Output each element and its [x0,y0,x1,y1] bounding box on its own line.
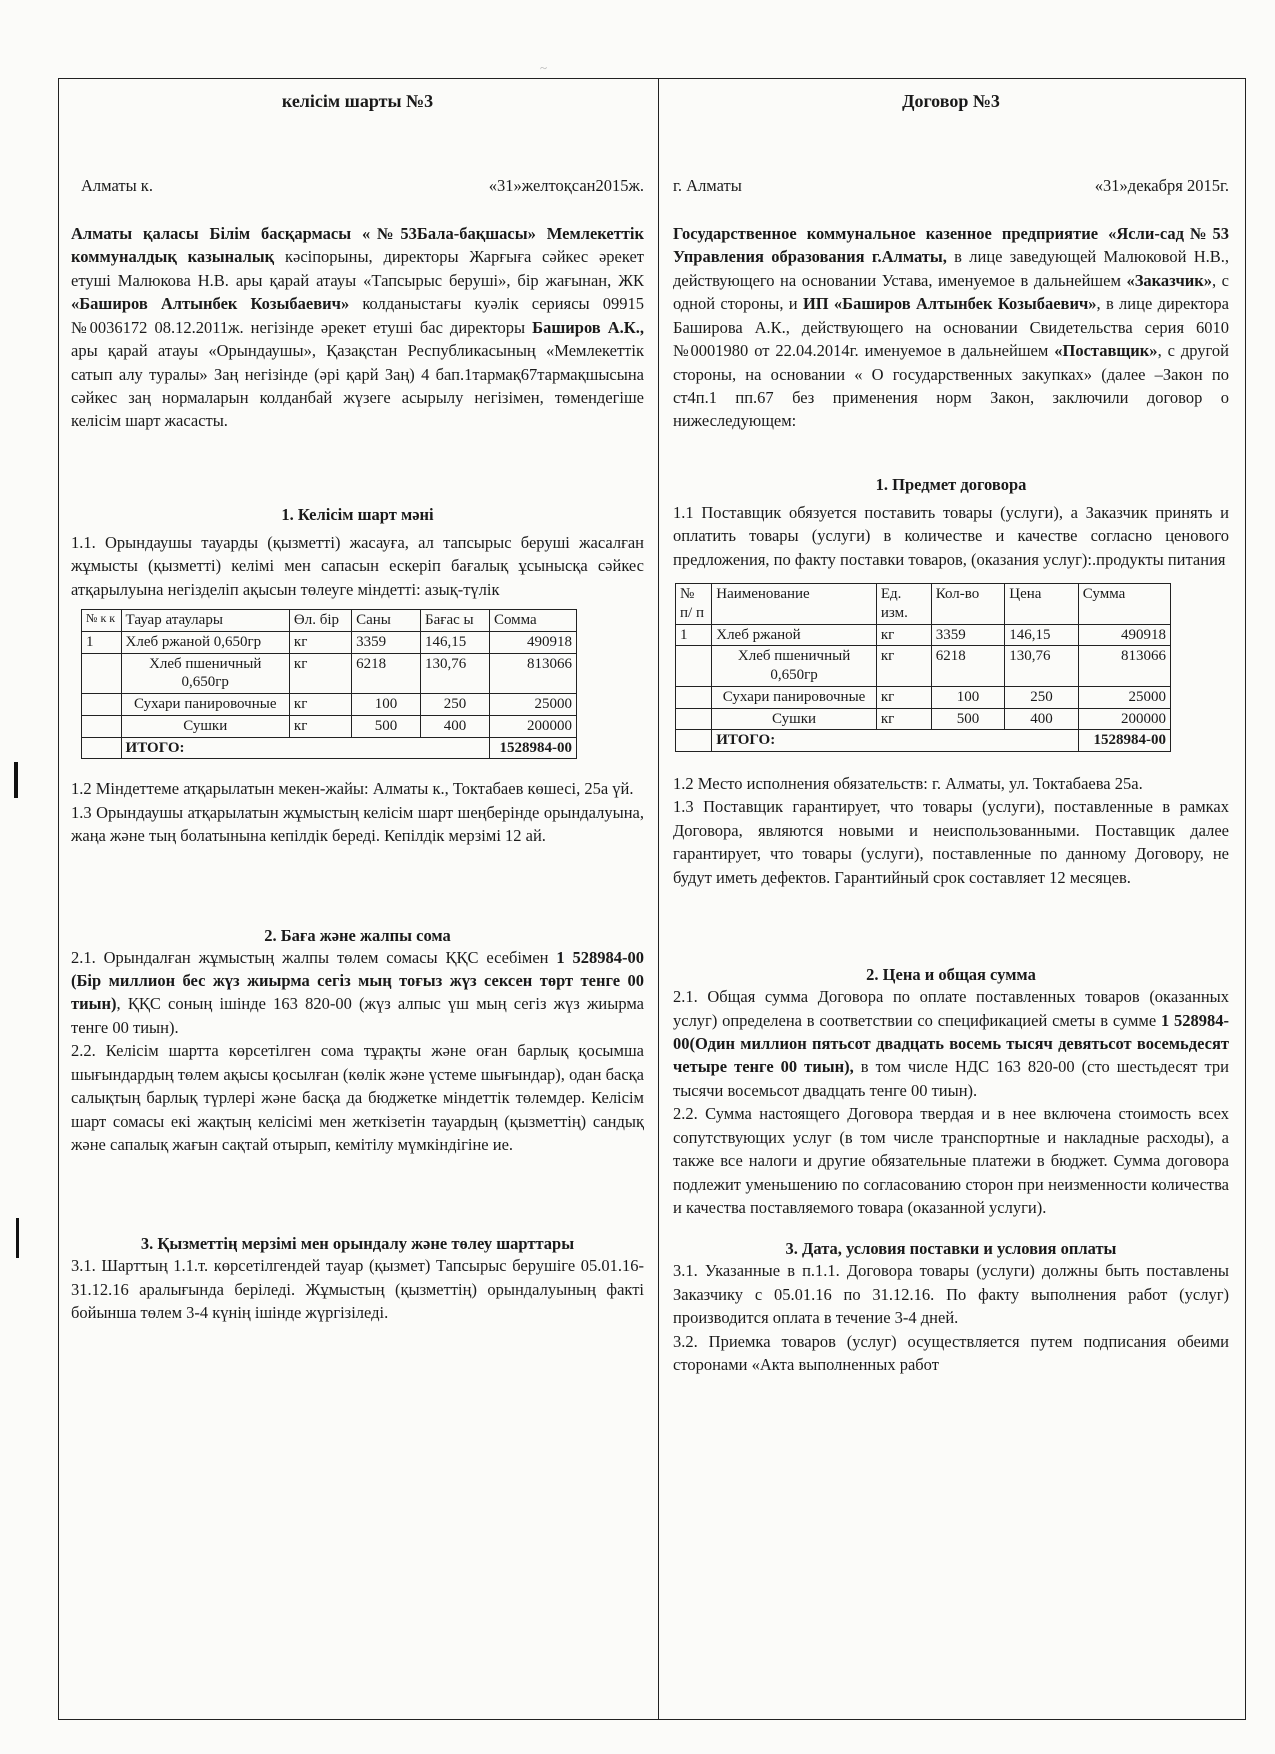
table-row [82,694,577,716]
table-cell: 500 [352,715,421,737]
table-header-cell: Бағас ы [421,610,490,632]
table-cell: Хлеб ржаной 0,650гр [121,631,289,653]
table-cell: Хлеб пшеничный 0,650гр [712,646,877,687]
right-sec1-heading: 1. Предмет договора [875,474,1027,494]
table-cell: 250 [1005,686,1079,708]
table-cell: 100 [352,694,421,716]
table-cell: 3359 [931,624,1005,646]
right-preamble-customer: «Заказчик» [1126,270,1213,290]
table-total-label: ИТОГО: [121,737,489,759]
table-cell: 250 [421,694,490,716]
left-title: келісім шарты №3 [281,91,434,111]
right-preamble-text: , с другой стороны, на основании « О государственных закупках» (далее –Закон по ст4п.1 пп.67 без применения норм Закон, заключили договор о нижеследующем: [673,341,1229,431]
table-cell: Сушки [121,715,289,737]
left-sec2-text: 2.1. Орындалған жұмыстың жалпы төлем сомасы ҚҚС есебімен [71,947,557,967]
table-cell: 490918 [489,631,576,653]
table-total-value: 1528984-00 [489,737,576,759]
table-cell: Сухари панировочные [712,686,877,708]
table-header-cell: Өл. бір [289,610,351,632]
table-total-label: ИТОГО: [712,730,1079,752]
table-cell: 25000 [489,694,576,716]
table-header-cell: Сомма [489,610,576,632]
right-spec-table [675,583,1171,752]
table-header-cell: Саны [352,610,421,632]
table-header-row [82,610,577,632]
left-sec2-text: , ҚҚС соның ішінде 163 820-00 (жүз алпыс үш мың сегіз жүз жиырма тенге 00 тиын). [71,994,644,1037]
table-cell: 490918 [1078,624,1170,646]
table-header-cell: Наименование [712,584,877,625]
right-sec3-heading: 3. Дата, условия поставки и условия оплаты [785,1239,1117,1259]
left-sec3-p1: 3.1. Шарттың 1.1.т. көрсетілгендей тауар (қызмет) Тапсырыс берушіге 05.01.16-31.12.16 аралығында беріледі. Жұмыстың (қызметтің) орындалуының факті бойынша төлем 3-4 күнің ішінде жүргізіледі. [71,1256,644,1323]
table-cell: 400 [1005,708,1079,730]
left-preamble-party2: «Баширов Алтынбек Козыбаевич» [71,294,350,314]
table-cell: 813066 [489,653,576,694]
right-title: Договор №3 [902,91,1000,111]
table-header-cell: Ед. изм. [876,584,931,625]
left-preamble-text: кәсіпорыны, директоры Жарғыға сәйкес әрекет етуші Малюкова Н.В. ары қарай атауы «Тапсырыс беруші», бір жағынан, ЖК [71,247,645,290]
table-total-row [676,730,1171,752]
right-sec2-p1 [673,985,1229,1102]
table-total-value: 1528984-00 [1078,730,1170,752]
right-city: г. Алматы [673,176,742,195]
right-sec1-p2: 1.2 Место исполнения обязательств: г. Алматы, ул. Токтабаева 25а. [673,774,1143,794]
right-sec2-heading: 2. Цена и общая сумма [866,965,1036,985]
show-through-text: ~ [540,60,548,75]
table-cell: 1 [82,631,122,653]
table-cell: 6218 [352,653,421,694]
table-header-cell: Тауар атаулары [121,610,289,632]
left-sec2-amount: 1 528984-00 (Бір миллион бес жүз жиырма сегіз мың тоғыз жүз сексен төрт тенге 00 тиын) [71,947,645,1014]
table-total-row [82,737,577,759]
table-cell: 25000 [1078,686,1170,708]
kazakh-column [59,79,659,1719]
table-cell: 6218 [931,646,1005,687]
right-sec2-amount: 1 528984-00(Один миллион пятьсот двадцать восемь тысяч девятьсот восемьдесят четыре тенге 00 тиын), [673,1010,1229,1077]
table-cell [82,694,122,716]
left-preamble-party1: Алматы қаласы Білім басқармасы «№53Бала-бақшасы» Мемлекеттік коммуналдық казыналық [71,224,644,267]
left-sec1-p3: 1.3 Орындаушы атқарылатын жұмыстың келісім шарт шеңберінде орындалуына, жаңа және тың болатынына кепілдік береді. Кепілдік мерзімі 12 ай. [71,802,644,846]
left-sec1-p2: 1.2 Міндеттеме атқарылатын мекен-жайы: Алматы к., Токтабаев көшесі, 25а үй. [71,779,634,799]
table-row [82,631,577,653]
table-cell [82,715,122,737]
table-cell: кг [876,708,931,730]
table-row [676,708,1171,730]
table-header-cell: Сумма [1078,584,1170,625]
table-cell: Хлеб пшеничный 0,650гр [121,653,289,694]
table-header-cell: № к к [82,610,122,632]
right-preamble-text: в лице заведующей Малюковой Н.В., действующего на основании Устава, именуемое в дальнейшем [673,247,1230,290]
right-preamble-party2: ИП «Баширов Алтынбек Козыбаевич» [802,294,1097,314]
table-header-cell: № п/ п [676,584,712,625]
table-cell: 146,15 [1005,624,1079,646]
table-header-cell: Цена [1005,584,1079,625]
left-sec2-p2: 2.2. Келісім шартта көрсетілген сома тұрақты және оған барлық қосымша шығындардың төлем ақысы қосылған (көлік және үстеме шығындар), одан басқа салықтың барлық түрлері және басқа да бюджетке міндеттік төлемдер. Келісім шарт сомасы екі жақтың келісімі мен жеткізетін тауардың (қызметтің) сандық және сапалық жағын сақтай отырып, кемітілу мүмкіндігіне ие. [71,1041,644,1154]
right-preamble-party1: Государственное коммунальное казенное предприятие «Ясли-сад№53 Управления образования г.Алматы, [673,224,1229,267]
table-cell: Сушки [712,708,877,730]
table-cell [676,708,712,730]
left-preamble [71,222,644,433]
scan-mark [16,1218,19,1258]
table-row [82,715,577,737]
right-preamble-text: , с одной стороны, и [673,270,1230,314]
table-cell: кг [289,715,351,737]
table-cell: 130,76 [421,653,490,694]
right-sec2-text: 2.1. Общая сумма Договора по оплате поставленных товаров (оказанных услуг) определена в соответствии со спецификацией сметы в сумме [673,987,1229,1030]
table-cell: 200000 [489,715,576,737]
table-cell: кг [876,646,931,687]
table-row [676,686,1171,708]
contract-page [58,78,1246,1720]
table-row [82,653,577,694]
right-preamble-text: , в лице директора Баширова А.К., действующего на основании Свидетельства серия 6010 №0001980 от 22.04.2014г. именуемое в дальнейшем [673,294,1229,361]
table-row [676,624,1171,646]
table-cell: кг [289,631,351,653]
table-cell: 130,76 [1005,646,1079,687]
right-place-date [673,176,1229,196]
table-header-row [676,584,1171,625]
left-preamble-text: колданыстағы куәлік сериясы 09915 №0036172 08.12.2011ж. негізінде әрекет етуші бас директоры [71,294,644,337]
table-cell: кг [876,624,931,646]
table-header-cell: Кол-во [931,584,1005,625]
table-cell: 813066 [1078,646,1170,687]
table-cell: Хлеб ржаной [712,624,877,646]
right-sec1-p1: 1.1 Поставщик обязуется поставить товары (услуги), а Заказчик принять и оплатить товары (услуги) в количестве и качестве согласно ценового предложения, по факту поставки товаров, (оказания услуг):.продукты питания [673,502,1229,569]
scan-mark [14,762,18,798]
table-cell: 100 [931,686,1005,708]
right-sec2-text: в том числе НДС 163 820-00 (сто шестьдесят три тысячи восемьсот двадцать тенге 00 тиын). [673,1057,1229,1100]
left-sec2-p1 [71,946,644,1040]
table-cell: кг [876,686,931,708]
table-cell [676,646,712,687]
table-cell: 500 [931,708,1005,730]
russian-column [659,79,1245,1719]
table-cell: Сухари панировочные [121,694,289,716]
left-city: Алматы к. [81,176,153,195]
left-preamble-text: ары қарай атауы «Орындаушы», Қазақстан Республикасының «Мемлекеттік сатып алу туралы» Заң негізінде (әрі қарй Заң) 4 бап.1тармақ67тармақшысына сәйкес заң нормаларын колданбай жүзеге асырылу негізімен, төмендегіше келісім шарт жасасты. [71,341,644,431]
right-sec3-p1: 3.1. Указанные в п.1.1. Договора товары (услуги) должны быть поставлены Заказчику с 05.01.16 по 31.12.16. По факту выполнения работ (услуг) производится оплата в течение 3-4 дней. [673,1261,1229,1328]
table-cell: 400 [421,715,490,737]
left-preamble-director: Баширов А.К., [532,317,644,337]
left-date: «31»желтоқсан2015ж. [488,176,644,195]
table-cell: 1 [676,624,712,646]
table-cell [676,686,712,708]
left-spec-table [81,609,577,759]
table-cell: кг [289,694,351,716]
left-sec1-heading: 1. Келісім шарт мәні [281,504,434,524]
right-preamble-supplier: «Поставщик» [1054,341,1158,361]
table-cell [82,653,122,694]
right-sec3-p2: 3.2. Приемка товаров (услуг) осуществляется путем подписания обеими сторонами «Акта выполненных работ [673,1331,1229,1375]
table-cell: кг [289,653,351,694]
table-cell: 200000 [1078,708,1170,730]
right-preamble [673,222,1229,433]
right-sec1-p3: 1.3 Поставщик гарантирует, что товары (услуги), поставленные в рамках Договора, являются новыми и неиспользованными. Поставщик далее гарантирует, что товары (услуги), поставленные по данному Договору, не будут иметь дефектов. Гарантийный срок составляет 12 месяцев. [673,797,1229,887]
left-place-date [71,176,644,196]
table-cell: 3359 [352,631,421,653]
left-sec1-p1: 1.1. Орындаушы тауарды (қызметті) жасауға, ал тапсырыс беруші жасалған жұмысты (қызметті) келімі мен сапасын ескеріп бағалық ұсынысқа сәйкес атқарылуына негізделіп ақысын төлеуге міндетті: азық-түлік [71,532,644,599]
table-row [676,646,1171,687]
left-sec3-heading: 3. Қызметтің мерзімі мен орындалу және төлеу шарттары [140,1234,575,1254]
right-date: «31»декабря 2015г. [1094,176,1229,195]
table-cell: 146,15 [421,631,490,653]
right-sec2-p2: 2.2. Сумма настоящего Договора твердая и в нее включена стоимость всех сопутствующих услуг (в том числе транспортные и накладные расходы), а также все налоги и другие обязательные платежи в бюджет. Сумма договора подлежит уменьшению по согласованию сторон при неизменности количества и качества поставляемого товара (оказанной услуги). [673,1104,1229,1217]
left-sec2-heading: 2. Баға және жалпы сома [264,925,451,945]
